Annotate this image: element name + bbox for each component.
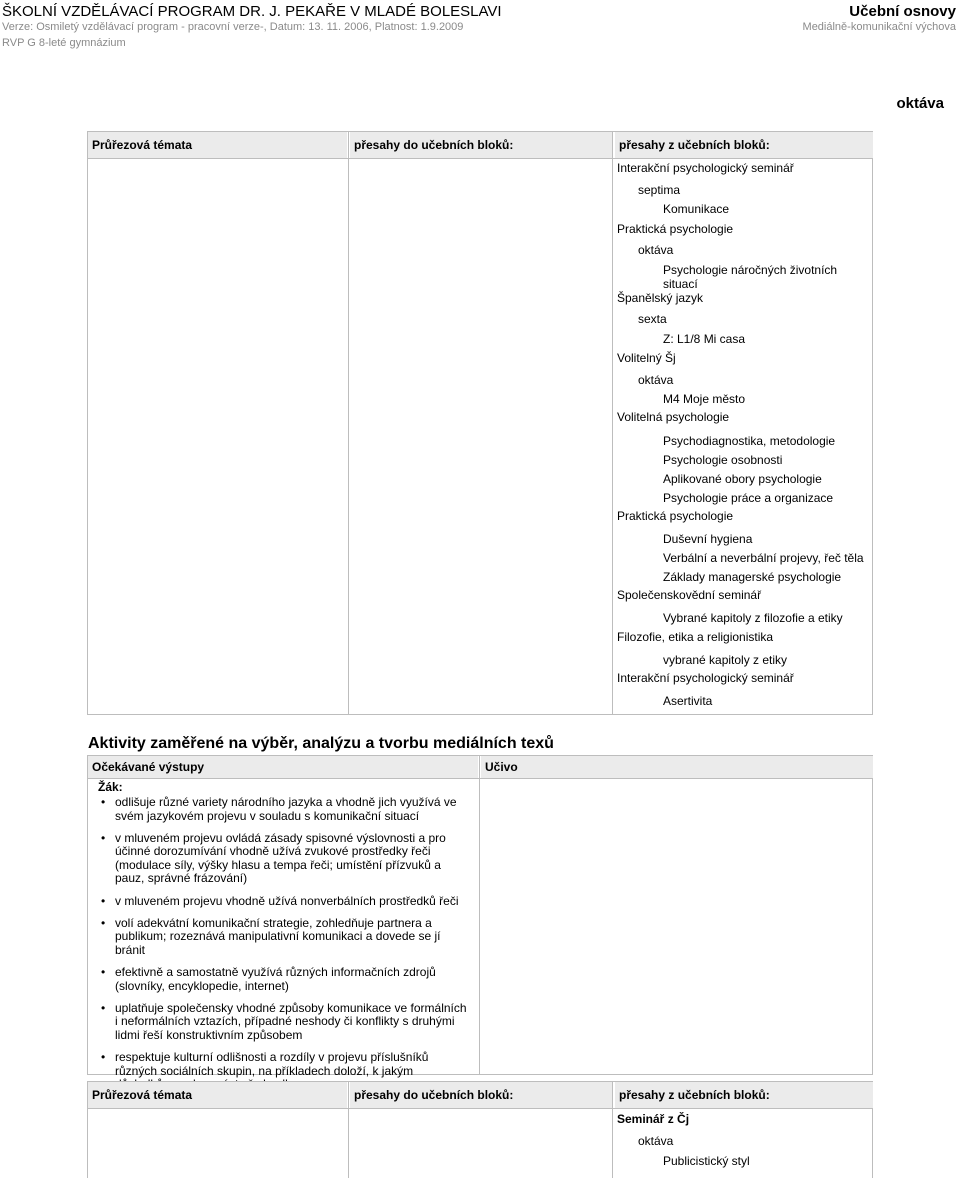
from-subject: Volitelná psychologie xyxy=(617,410,730,424)
list-item: • v mluveném projevu ovládá zásady spisovné výslovnosti a pro účinné dorozumívání vhodně užívá zvukové prostředky řeči (modulace síly, výšky hlasu a tempa řeči; umístění přízvuků a pauz, správné frázování) xyxy=(101,830,446,886)
from-topic: Psychodiagnostika, metodologie xyxy=(663,434,836,448)
cross-curricular-table-2 xyxy=(87,1081,873,1178)
from-topic: Asertivita xyxy=(663,694,713,708)
from-topic: Psychologie osobnosti xyxy=(663,453,783,467)
list-item: • uplatňuje společensky vhodné způsoby komunikace ve formálních i neformálních vztazích, případné neshody či konflikty s druhými lidmi řeší konstruktivním způsobem xyxy=(101,1000,467,1042)
from-grade: septima xyxy=(638,183,681,197)
from-grade: oktáva xyxy=(638,373,674,387)
from-grade: oktáva xyxy=(638,1134,674,1148)
header-content: Učivo xyxy=(481,756,873,778)
outputs-table xyxy=(87,755,873,1078)
from-subject: Interakční psychologický seminář xyxy=(617,671,794,685)
from-subject: Španělský jazyk xyxy=(617,291,704,305)
activity-title: Aktivity zaměřené na výběr, analýzu a tvorbu mediálních texů xyxy=(88,735,554,752)
from-subject: Volitelný Šj xyxy=(617,351,676,365)
cross-curricular-table xyxy=(87,131,873,715)
from-subject: Společenskovědní seminář xyxy=(617,588,762,602)
from-subject: Praktická psychologie xyxy=(617,509,734,523)
list-item: • volí adekvátní komunikační strategie, zohledňuje partnera a publikum; rozeznává manipulativní komunikaci a dovede se jí bránit xyxy=(101,915,441,957)
header-cross-themes: Průřezová témata xyxy=(88,132,347,158)
from-topic: Psychologie práce a organizace xyxy=(663,491,834,505)
grade-label: oktáva xyxy=(896,95,944,112)
list-item: • odlišuje různé variety národního jazyka a vhodně jich využívá ve svém jazykovém projevu v souladu s komunikační situací xyxy=(101,795,457,823)
list-item: • respektuje kulturní odlišnosti a rozdíly v projevu příslušníků různých sociálních skupin, na příkladech doloží, k jakým xyxy=(101,1049,429,1078)
subject-name: Mediálně-komunikační výchova xyxy=(802,21,956,33)
from-subject: Seminář z Čj xyxy=(617,1112,690,1126)
from-subject: Interakční psychologický seminář xyxy=(617,161,794,175)
from-topic: Verbální a neverbální projevy, řeč těla xyxy=(663,551,864,565)
from-topic: Komunikace xyxy=(663,202,730,216)
from-grade: sexta xyxy=(638,312,667,326)
from-grade: oktáva xyxy=(638,243,674,257)
list-item: • v mluveném projevu vhodně užívá nonverbálních prostředků řeči xyxy=(101,893,459,908)
rvp-info: RVP G 8-leté gymnázium xyxy=(2,37,126,49)
header-expected-outputs: Očekávané výstupy xyxy=(88,756,478,778)
from-topic: Základy managerské psychologie xyxy=(663,570,842,584)
from-topic: Vybrané kapitoly z filozofie a etiky xyxy=(663,611,843,625)
expected-outputs-list xyxy=(101,795,471,1100)
from-topic: vybrané kapitoly z etiky xyxy=(663,653,788,667)
from-subject: Praktická psychologie xyxy=(617,222,734,236)
from-topic: Z: L1/8 Mi casa xyxy=(663,332,746,346)
section-title: Učební osnovy xyxy=(849,3,956,20)
from-topic: Aplikované obory psychologie xyxy=(663,472,822,486)
from-topic: M4 Moje město xyxy=(663,392,746,406)
header-to-blocks: přesahy do učebních bloků: xyxy=(350,132,612,158)
header-from-blocks: přesahy z učebních bloků: xyxy=(615,1082,873,1108)
header-from-blocks: přesahy z učebních bloků: xyxy=(615,132,873,158)
from-topic: Psychologie náročných životních situací xyxy=(663,263,838,291)
document-title: ŠKOLNÍ VZDĚLÁVACÍ PROGRAM DR. J. PEKAŘE V MLADÉ BOLESLAVI xyxy=(2,3,502,20)
version-info: Verze: Osmiletý vzdělávací program - pracovní verze-, Datum: 13. 11. 2006, Platnost: 1.9.2009 xyxy=(2,21,464,33)
pupil-label: Žák: xyxy=(98,780,123,794)
from-topic: Duševní hygiena xyxy=(663,532,753,546)
from-topic: Publicistický styl xyxy=(663,1154,750,1168)
list-item: • efektivně a samostatně využívá různých informačních zdrojů (slovníky, encyklopedie, internet) xyxy=(101,964,436,993)
header-cross-themes: Průřezová témata xyxy=(88,1082,347,1108)
header-to-blocks: přesahy do učebních bloků: xyxy=(350,1082,612,1108)
from-subject: Filozofie, etika a religionistika xyxy=(617,630,774,644)
